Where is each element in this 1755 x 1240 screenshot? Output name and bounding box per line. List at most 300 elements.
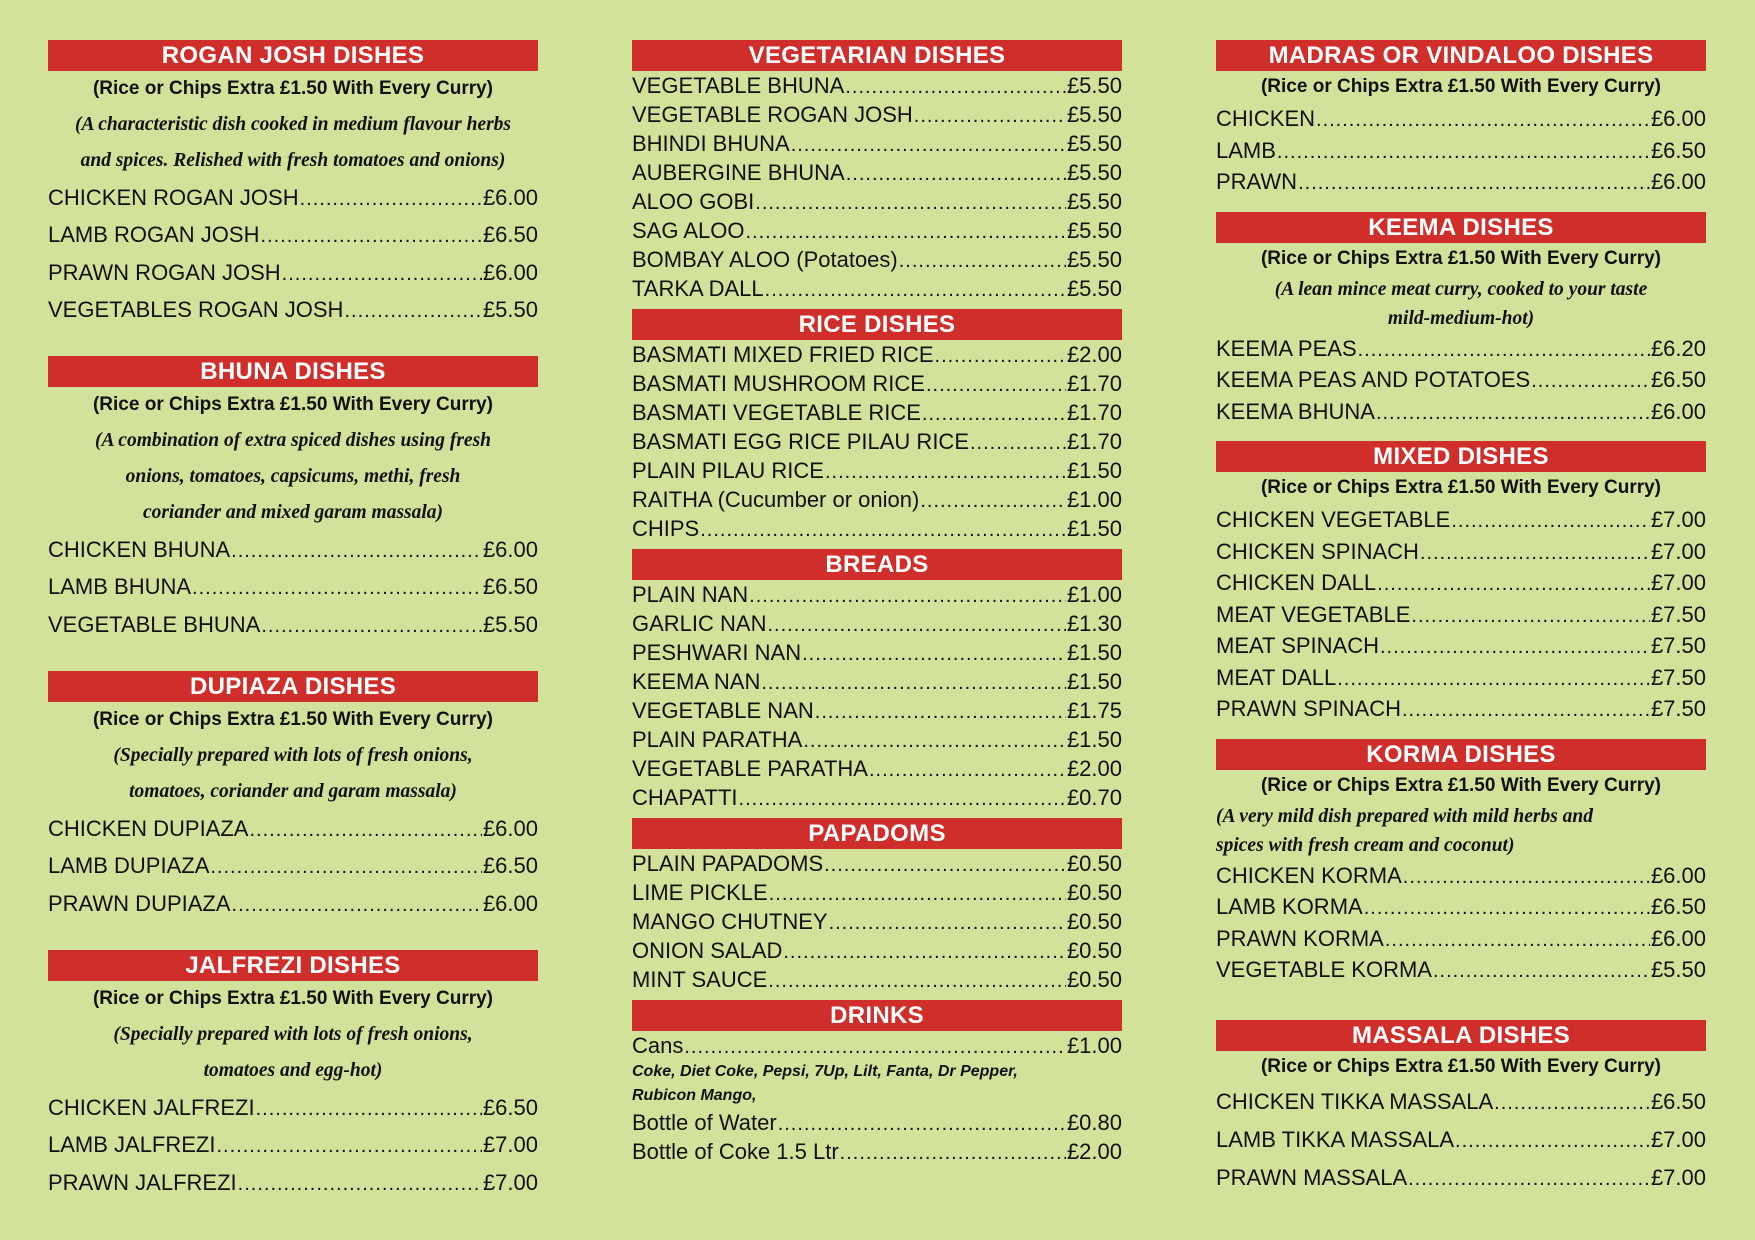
item-price: £7.00 [1650,1164,1706,1190]
rice-note: (Rice or Chips Extra £1.50 With Every Curry) [92,78,494,99]
leader-dots [1455,1122,1650,1160]
section-title: PAPADOMS [632,818,1122,849]
menu-item [1216,1083,1706,1121]
item-name: LAMB JALFREZI [48,1132,216,1158]
menu-item [632,245,1122,274]
leader-dots [1408,1160,1650,1198]
leader-dots [970,429,1066,458]
item-price: £6.00 [482,185,538,210]
item-name: MINT SAUCE [632,967,768,992]
leader-dots [231,533,482,570]
item-name: PLAIN PILAU RICE [632,458,824,483]
item-price: £7.00 [1650,538,1706,564]
menu-item [1216,396,1706,428]
drinks-note: Rubicon Mango, [632,1087,757,1104]
item-name: BASMATI VEGETABLE RICE [632,400,921,425]
item-price: £6.00 [482,537,538,563]
item-price: £6.50 [482,853,538,879]
menu-item [632,725,1122,754]
section-madras-vindaloo [1216,40,1706,198]
item-price: £1.00 [1066,487,1122,512]
menu-item [48,254,538,291]
menu-item [632,754,1122,783]
menu-item [632,216,1122,245]
menu-item [632,187,1122,216]
menu-item [1216,860,1706,892]
leader-dots [1358,335,1650,367]
leader-dots [261,608,482,645]
item-name: KEEMA NAN [632,669,761,694]
item-price: £5.50 [1066,131,1122,156]
section-title: DUPIAZA DISHES [48,671,538,702]
section-vegetarian [632,40,1122,303]
item-price: £6.20 [1650,335,1706,361]
menu-item [1216,891,1706,923]
item-name: LAMB [1216,137,1276,163]
leader-dots [1411,601,1650,633]
menu-item [1216,536,1706,568]
item-price: £1.30 [1066,611,1122,636]
item-price: £7.00 [1650,507,1706,532]
leader-dots [803,727,1066,756]
item-price: £5.50 [1066,247,1122,272]
menu-item [632,667,1122,696]
rice-note: (Rice or Chips Extra £1.50 With Every Curry) [92,709,494,731]
item-name: LAMB ROGAN JOSH [48,222,260,248]
menu-item [632,274,1122,303]
section-massala [1216,1020,1706,1197]
item-name: PRAWN DUPIAZA [48,890,231,916]
item-name: PLAIN PARATHA [632,727,803,752]
item-name: KEEMA BHUNA [1216,398,1375,424]
section-korma [1216,739,1706,986]
menu-item [48,606,538,643]
item-price: £6.00 [1650,169,1706,194]
leader-dots [922,400,1066,429]
item-price: £2.00 [1066,756,1122,781]
item-name: MEAT DALL [1216,664,1337,690]
section-title: MASSALA DISHES [1216,1020,1706,1051]
leader-dots [815,698,1066,727]
item-price: £0.50 [1066,909,1122,934]
item-price: £6.50 [482,222,538,248]
item-name: SAG ALOO [632,218,745,243]
menu-item [1216,504,1706,536]
item-name: BASMATI MUSHROOM RICE [632,371,925,396]
menu-item [1216,1159,1706,1197]
leader-dots [767,611,1065,640]
item-price: £5.50 [1066,218,1122,243]
leader-dots [216,1128,481,1165]
section-title: RICE DISHES [632,309,1122,340]
menu-column-middle [632,40,1122,1166]
menu-item [1216,364,1706,396]
item-name: VEGETABLE BHUNA [48,611,261,637]
rice-note: (Rice or Chips Extra £1.50 With Every Curry) [92,987,494,1009]
section-description: (Specially prepared with lots of fresh onions, [113,745,473,767]
item-price: £7.50 [1650,601,1706,627]
item-price: £1.70 [1066,371,1122,396]
item-name: PESHWARI NAN [632,640,802,665]
item-name: CHICKEN DUPIAZA [48,816,249,842]
menu-item [48,885,538,922]
leader-dots [739,785,1066,814]
item-name: TARKA DALL [632,276,764,301]
item-price: £5.50 [1650,957,1706,982]
menu-item [632,849,1122,878]
section-title: KEEMA DISHES [1216,212,1706,243]
item-price: £6.50 [1650,367,1706,392]
item-price: £1.50 [1066,458,1122,483]
leader-dots [232,887,482,924]
leader-dots [260,218,481,255]
leader-dots [1377,569,1650,601]
menu-column-left [48,40,538,1201]
rice-note: (Rice or Chips Extra £1.50 With Every Curry) [1260,774,1662,796]
leader-dots [769,880,1066,909]
section-description: (A characteristic dish cooked in medium flavour herbs [74,114,512,135]
menu-item [1216,103,1706,135]
leader-dots [1403,862,1650,894]
item-name: PRAWN KORMA [1216,925,1384,951]
item-price: £0.50 [1066,880,1122,905]
menu-item [1216,599,1706,631]
leader-dots [1451,506,1650,538]
item-name: CHICKEN KORMA [1216,862,1402,888]
leader-dots [914,102,1066,131]
item-price: £1.70 [1066,429,1122,454]
menu-item [1216,662,1706,694]
leader-dots [1277,137,1650,169]
leader-dots [768,967,1066,996]
item-name: CHICKEN DALL [1216,570,1377,595]
section-description: (A very mild dish prepared with mild herbs and [1216,805,1594,827]
leader-dots [1337,664,1650,696]
item-price: £2.00 [1066,1139,1122,1164]
rice-note: (Rice or Chips Extra £1.50 With Every Curry) [1260,76,1662,97]
item-price: £5.50 [482,611,538,637]
menu-item [1216,567,1706,599]
item-price: £0.50 [1066,967,1122,992]
leader-dots [1531,366,1650,398]
item-price: £7.50 [1650,696,1706,721]
leader-dots [846,160,1066,189]
leader-dots [761,669,1066,698]
item-price: £6.00 [1650,925,1706,951]
menu-item [632,485,1122,514]
section-dupiaza [48,671,538,922]
leader-dots [755,189,1066,218]
item-price: £6.00 [1650,398,1706,424]
section-title: DRINKS [632,1000,1122,1031]
section-title: MIXED DISHES [1216,441,1706,472]
leader-dots [1316,105,1650,137]
menu-item [48,847,538,884]
drinks-note: Coke, Diet Coke, Pepsi, 7Up, Lilt, Fanta, Dr Pepper, [632,1063,1018,1080]
section-papadoms [632,818,1122,994]
menu-item [632,427,1122,456]
item-price: £6.50 [1650,894,1706,919]
item-name: AUBERGINE BHUNA [632,160,845,185]
menu-item [1216,630,1706,662]
menu-item [632,580,1122,609]
item-price: £1.50 [1066,669,1122,694]
section-description: (A lean mince meat curry, cooked to your taste [1274,278,1648,300]
rice-note: (Rice or Chips Extra £1.50 With Every Curry) [1260,477,1662,498]
item-name: BASMATI MIXED FRIED RICE [632,342,934,367]
item-name: PRAWN [1216,169,1298,194]
item-name: CHICKEN VEGETABLE [1216,507,1451,532]
leader-dots [1402,695,1650,727]
leader-dots [1494,1084,1650,1122]
leader-dots [926,371,1066,400]
item-price: £1.50 [1066,640,1122,665]
menu-item [1216,166,1706,198]
leader-dots [238,1166,482,1203]
section-description: coriander and mixed garam massala) [142,502,444,524]
leader-dots [344,293,481,330]
item-name: ONION SALAD [632,938,783,963]
item-name: KEEMA PEAS AND POTATOES [1216,367,1531,392]
item-price: £2.00 [1066,342,1122,367]
section-title: BREADS [632,549,1122,580]
leader-dots [256,1091,482,1128]
item-price: £1.70 [1066,400,1122,425]
item-price: £1.00 [1066,1033,1122,1058]
menu-item [632,1031,1122,1060]
menu-item [632,965,1122,994]
item-price: £6.00 [482,816,538,842]
menu-item [632,340,1122,369]
section-keema [1216,212,1706,428]
item-name: CHICKEN ROGAN JOSH [48,185,299,210]
item-name: CHICKEN [1216,106,1316,131]
leader-dots [1376,398,1650,430]
item-name: PLAIN NAN [632,582,749,607]
item-price: £6.50 [482,574,538,600]
leader-dots [869,756,1066,785]
item-name: PRAWN SPINACH [1216,696,1401,721]
item-price: £6.00 [482,259,538,285]
item-name: VEGETABLE ROGAN JOSH [632,102,913,127]
item-price: £5.50 [1066,102,1122,127]
item-name: Bottle of Coke 1.5 Ltr [632,1139,839,1164]
item-price: £6.00 [482,890,538,916]
menu-item [1216,923,1706,955]
menu-item [632,609,1122,638]
item-price: £1.75 [1066,698,1122,723]
item-name: CHICKEN BHUNA [48,537,231,563]
item-price: £6.50 [1650,137,1706,163]
item-name: CHAPATTI [632,785,738,810]
section-title: KORMA DISHES [1216,739,1706,770]
section-description: (Specially prepared with lots of fresh onions, [113,1023,473,1045]
section-description: tomatoes and egg-hot) [203,1059,383,1081]
menu-item [48,216,538,253]
section-description: and spices. Relished with fresh tomatoes and onions) [80,150,506,171]
menu-item [48,1164,538,1201]
item-name: CHICKEN JALFREZI [48,1094,255,1120]
item-price: £5.50 [482,296,538,322]
leader-dots [920,487,1066,516]
item-price: £1.50 [1066,727,1122,752]
rice-note: (Rice or Chips Extra £1.50 With Every Curry) [1260,247,1662,269]
section-rice [632,309,1122,543]
leader-dots [684,1033,1066,1062]
leader-dots [765,276,1066,305]
menu-column-right [1216,40,1706,1197]
item-price: £0.50 [1066,851,1122,876]
item-name: BASMATI EGG RICE PILAU RICE [632,429,969,454]
leader-dots [1380,632,1650,664]
leader-dots [935,342,1066,371]
item-name: LAMB KORMA [1216,894,1363,919]
menu-item [1216,1121,1706,1159]
leader-dots [840,1139,1066,1168]
item-price: £7.00 [482,1169,538,1195]
leader-dots [899,247,1066,276]
item-name: LIME PICKLE [632,880,768,905]
item-price: £7.00 [482,1132,538,1158]
leader-dots [700,516,1066,545]
menu-item [632,514,1122,543]
leader-dots [783,938,1066,967]
leader-dots [825,458,1066,487]
item-name: GARLIC NAN [632,611,767,636]
item-name: KEEMA PEAS [1216,335,1357,361]
menu-item [632,129,1122,158]
item-name: LAMB BHUNA [48,574,192,600]
item-price: £5.50 [1066,73,1122,98]
menu-item [1216,333,1706,365]
section-mixed [1216,441,1706,725]
item-name: MEAT SPINACH [1216,633,1379,658]
section-description: mild-medium-hot) [1387,307,1535,329]
item-name: PRAWN ROGAN JOSH [48,259,281,285]
leader-dots [249,812,481,849]
menu-item [632,71,1122,100]
menu-item [48,291,538,328]
section-jalfrezi [48,950,538,1201]
rice-note: (Rice or Chips Extra £1.50 With Every Curry) [92,394,494,416]
menu-item [48,1126,538,1163]
item-name: PRAWN MASSALA [1216,1164,1408,1190]
leader-dots [778,1110,1066,1139]
section-description: (A combination of extra spiced dishes using fresh [95,430,491,452]
menu-item [632,158,1122,187]
section-title: VEGETARIAN DISHES [632,40,1122,71]
item-name: Bottle of Water [632,1110,777,1135]
section-rogan-josh [48,40,538,328]
item-price: £0.80 [1066,1110,1122,1135]
leader-dots [829,909,1066,938]
item-name: ALOO GOBI [632,189,755,214]
leader-dots [845,73,1066,102]
menu-item [1216,693,1706,725]
menu-item [632,936,1122,965]
leader-dots [1385,925,1650,957]
menu-item [632,456,1122,485]
section-title: MADRAS OR VINDALOO DISHES [1216,40,1706,71]
item-price: £6.50 [482,1094,538,1120]
item-price: £5.50 [1066,189,1122,214]
menu-item [632,696,1122,725]
section-drinks [632,1000,1122,1166]
section-description: tomatoes, coriander and garam massala) [129,781,457,803]
item-name: VEGETABLE PARATHA [632,756,868,781]
item-name: BOMBAY ALOO (Potatoes) [632,247,898,272]
leader-dots [802,640,1066,669]
item-name: CHIPS [632,516,700,541]
section-title: ROGAN JOSH DISHES [48,40,538,71]
item-name: VEGETABLE KORMA [1216,957,1432,982]
item-name: LAMB TIKKA MASSALA [1216,1126,1455,1152]
item-name: MANGO CHUTNEY [632,909,828,934]
item-price: £7.00 [1650,570,1706,595]
section-description: spices with fresh cream and coconut) [1216,834,1515,856]
leader-dots [746,218,1066,247]
menu-item [1216,954,1706,986]
menu-item [632,398,1122,427]
leader-dots [282,256,482,293]
leader-dots [300,181,482,218]
item-price: £1.00 [1066,582,1122,607]
menu-item [48,531,538,568]
section-title: BHUNA DISHES [48,356,538,387]
item-price: £0.70 [1066,785,1122,810]
item-name: PLAIN PAPADOMS [632,851,824,876]
item-name: MEAT VEGETABLE [1216,601,1411,627]
item-price: £7.50 [1650,664,1706,690]
menu-item [632,369,1122,398]
item-name: RAITHA (Cucumber or onion) [632,487,920,512]
leader-dots [1433,956,1650,988]
menu-item [1216,135,1706,167]
rice-note: (Rice or Chips Extra £1.50 With Every Curry) [1260,1055,1662,1077]
menu-item [632,878,1122,907]
menu-item [632,1137,1122,1166]
leader-dots [791,131,1066,160]
leader-dots [824,851,1066,880]
section-bhuna [48,356,538,643]
item-name: Cans [632,1033,684,1058]
menu-item [632,907,1122,936]
item-price: £6.00 [1650,862,1706,888]
leader-dots [749,582,1066,611]
item-name: CHICKEN TIKKA MASSALA [1216,1088,1494,1114]
menu-item [48,1089,538,1126]
menu-item [632,638,1122,667]
menu-item [48,568,538,605]
item-price: £7.00 [1650,1126,1706,1152]
item-name: VEGETABLES ROGAN JOSH [48,296,344,322]
leader-dots [210,849,482,886]
leader-dots [192,570,482,607]
item-price: £6.50 [1650,1088,1706,1114]
menu-item [632,783,1122,812]
menu-item [48,179,538,216]
section-title: JALFREZI DISHES [48,950,538,981]
section-description: onions, tomatoes, capsicums, methi, fresh [125,466,461,488]
item-name: LAMB DUPIAZA [48,853,210,879]
item-name: BHINDI BHUNA [632,131,790,156]
item-price: £5.50 [1066,160,1122,185]
item-name: VEGETABLE NAN [632,698,814,723]
item-name: CHICKEN SPINACH [1216,538,1419,564]
item-price: £5.50 [1066,276,1122,301]
item-price: £7.50 [1650,633,1706,658]
menu-item [632,100,1122,129]
